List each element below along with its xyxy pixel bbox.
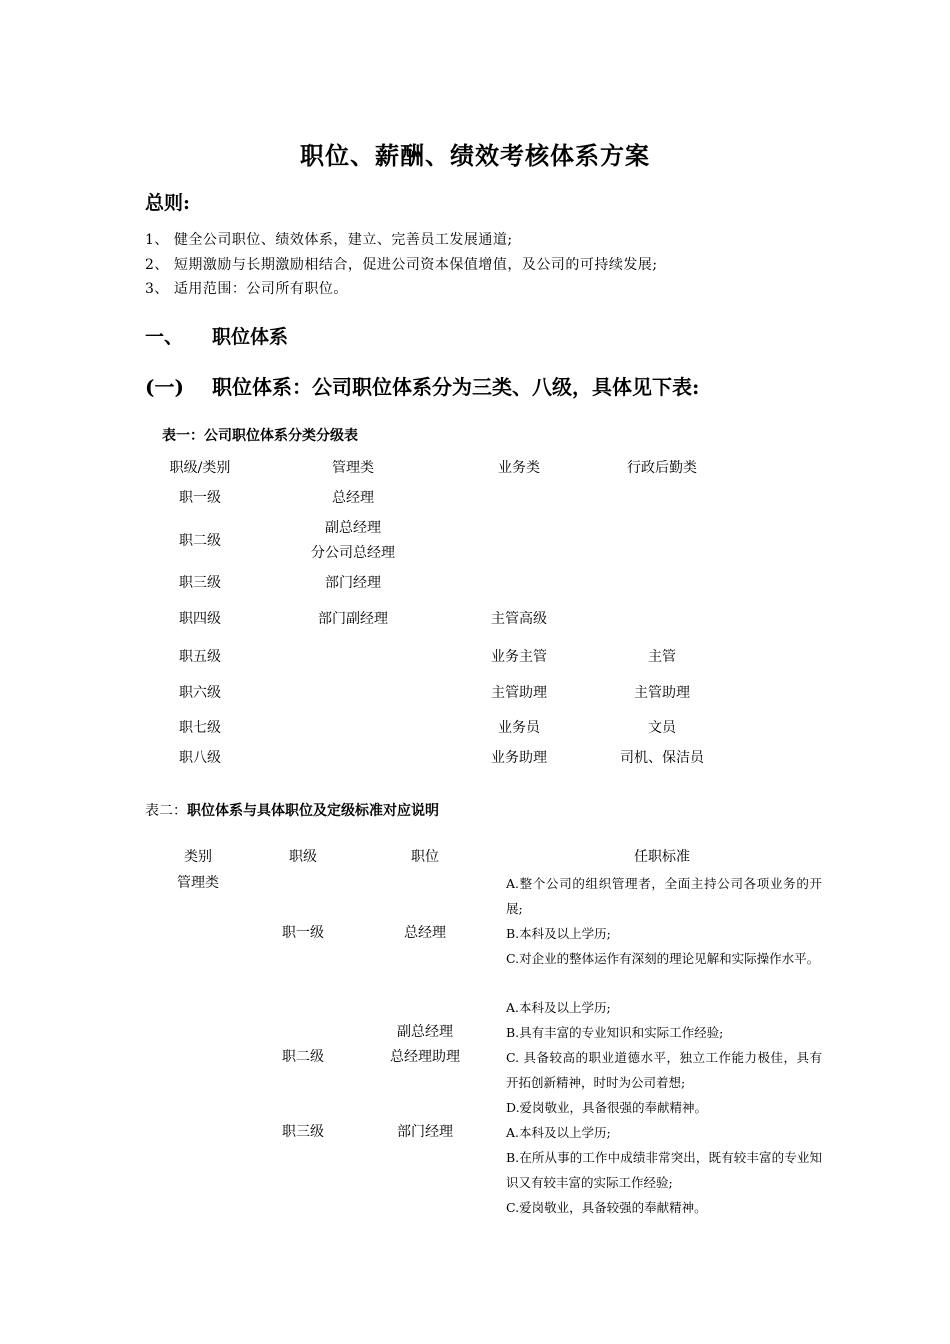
table1-biz: 业务主管 — [491, 649, 547, 665]
table1-header: 管理类 — [332, 460, 374, 476]
criteria-item: A.本科及以上学历; — [506, 1000, 611, 1015]
table2-category: 管理类 — [177, 875, 219, 891]
table1-biz: 主管助理 — [491, 685, 547, 701]
table2-header: 职级 — [289, 849, 317, 865]
table1-level: 职六级 — [179, 685, 221, 701]
table2-header: 类别 — [184, 849, 212, 865]
criteria-item: A.本科及以上学历; — [506, 1125, 611, 1140]
table1-level: 职七级 — [179, 720, 221, 736]
table1-admin: 文员 — [648, 720, 676, 736]
table2-level: 职二级 — [282, 1049, 324, 1065]
criteria-item: C.爱岗敬业，具备较强的奉献精神。 — [506, 1200, 707, 1215]
criteria-item: C. 具备较高的职业道德水平，独立工作能力极佳，具有开拓创新精神，时时为公司着想; — [506, 1050, 822, 1090]
criteria-item: C.对企业的整体运作有深刻的理论见解和实际操作水平。 — [506, 951, 820, 966]
table1-mgmt: 总经理 — [332, 490, 374, 506]
document-title: 职位、薪酬、绩效考核体系方案 — [300, 141, 650, 170]
subsection-title: 职位体系：公司职位体系分为三类、八级，具体见下表: — [212, 375, 700, 399]
table1-mgmt: 部门经理 — [325, 575, 381, 591]
table1-biz: 业务员 — [498, 720, 540, 736]
table2-caption-lead: 表二： — [145, 803, 187, 819]
general-item: 3、 适用范围：公司所有职位。 — [145, 281, 348, 297]
table2-caption-text: 职位体系与具体职位及定级标准对应说明 — [187, 803, 439, 819]
table1-admin: 司机、保洁员 — [620, 750, 704, 766]
table2-header: 职位 — [411, 849, 439, 865]
subsection-heading — [145, 371, 699, 400]
general-heading: 总则: — [145, 192, 191, 214]
table2-level: 职一级 — [282, 925, 324, 941]
section-heading — [145, 322, 288, 349]
table2-position: 部门经理 — [397, 1124, 453, 1140]
section-title: 职位体系 — [212, 326, 289, 348]
table1-header: 行政后勤类 — [627, 460, 697, 476]
table1-level: 职一级 — [179, 490, 221, 506]
table1-level: 职八级 — [179, 750, 221, 766]
criteria-item: B.本科及以上学历; — [506, 926, 611, 941]
table1-level: 职四级 — [179, 611, 221, 627]
table2-position: 总经理 — [404, 925, 446, 941]
general-item: 2、 短期激励与长期激励相结合，促进公司资本保值增值，及公司的可持续发展; — [145, 257, 658, 273]
table1-admin: 主管助理 — [634, 685, 690, 701]
table1-level: 职五级 — [179, 649, 221, 665]
table1-level: 职二级 — [179, 533, 221, 549]
table1-caption: 表一：公司职位体系分类分级表 — [162, 428, 358, 444]
criteria-item: B.具有丰富的专业知识和实际工作经验; — [506, 1025, 724, 1040]
criteria-item: B.在所从事的工作中成绩非常突出，既有较丰富的专业知识又有较丰富的实际工作经验; — [506, 1150, 822, 1190]
general-item: 1、 健全公司职位、绩效体系，建立、完善员工发展通道; — [145, 232, 513, 248]
table1-mgmt: 部门副经理 — [318, 611, 388, 627]
table1-header: 职级/类别 — [169, 460, 231, 476]
table1-level: 职三级 — [179, 575, 221, 591]
criteria-item: A.整个公司的组织管理者，全面主持公司各项业务的开展; — [506, 876, 822, 916]
table2-position: 总经理助理 — [390, 1049, 460, 1065]
table1-mgmt: 分公司总经理 — [311, 545, 395, 561]
table2-criteria — [506, 995, 822, 1120]
criteria-item: D.爱岗敬业，具备很强的奉献精神。 — [506, 1100, 708, 1115]
table1-header: 业务类 — [498, 460, 540, 476]
table1-admin: 主管 — [648, 649, 676, 665]
subsection-number: (一) — [145, 375, 184, 399]
table2-position: 副总经理 — [397, 1024, 453, 1040]
table2-caption — [145, 800, 439, 820]
table2-level: 职三级 — [282, 1124, 324, 1140]
table1-mgmt: 副总经理 — [325, 520, 381, 536]
table2-criteria — [506, 1120, 822, 1220]
table2-criteria — [506, 871, 822, 971]
section-number: 一、 — [145, 326, 184, 348]
table1-biz: 业务助理 — [491, 750, 547, 766]
table2-header: 任职标准 — [634, 849, 690, 865]
table1-biz: 主管高级 — [491, 611, 547, 627]
